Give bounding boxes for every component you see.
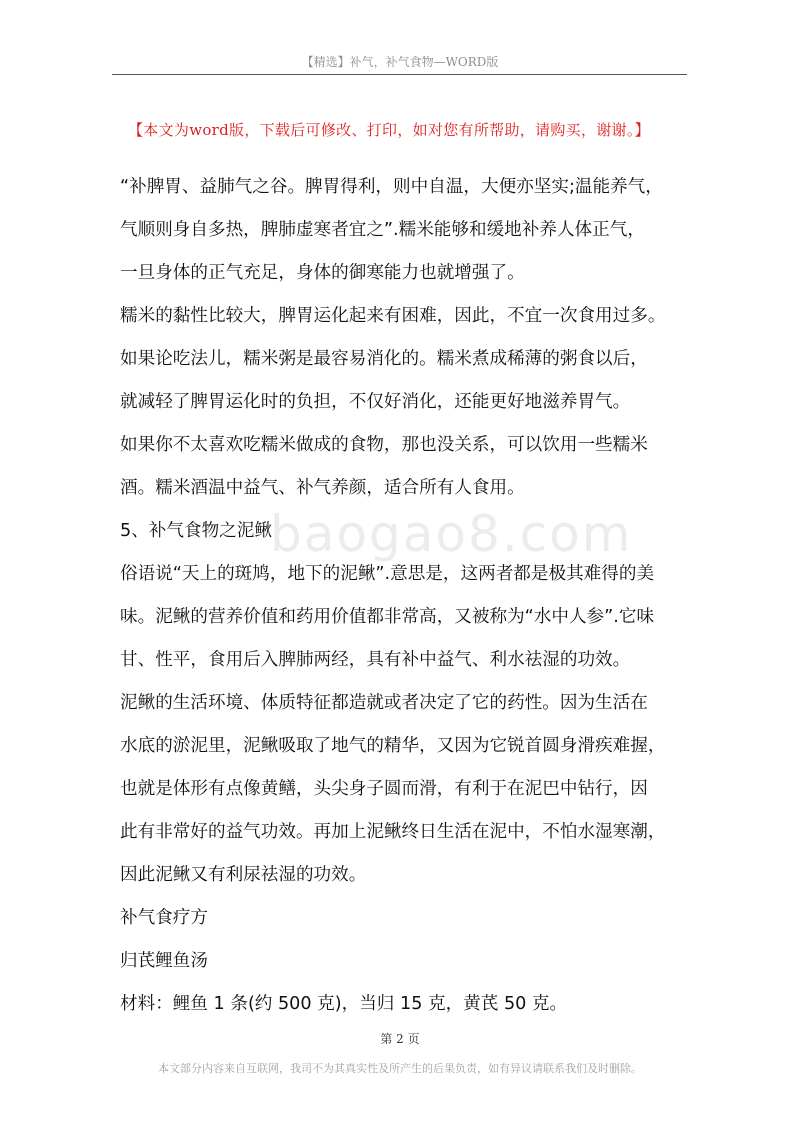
body-line: 甘、性平，食用后入脾肺两经，具有补中益气、利水祛湿的功效。 bbox=[120, 650, 631, 670]
body-line: 一旦身体的正气充足，身体的御寒能力也就增强了。 bbox=[120, 263, 525, 283]
header-divider bbox=[112, 74, 687, 75]
body-line: 如果论吃法儿，糯米粥是最容易消化的。糯米煮成稀薄的粥食以后， bbox=[120, 349, 648, 369]
watermark: baogao8.com bbox=[270, 505, 633, 563]
body-line: 酒。糯米酒温中益气、补气养颜，适合所有人食用。 bbox=[120, 478, 525, 498]
body-line: 糯米的黏性比较大，脾胃运化起来有困难，因此，不宜一次食用过多。 bbox=[120, 306, 666, 326]
page-header-title: 【精选】补气，补气食物—WORD版 bbox=[301, 55, 499, 69]
body-line: 如果你不太喜欢吃糯米做成的食物，那也没关系，可以饮用一些糯米 bbox=[120, 435, 648, 455]
body-line: 此有非常好的益气功效。再加上泥鳅终日生活在泥中，不怕水湿寒潮， bbox=[120, 822, 666, 842]
page-number: 第 2 页 bbox=[380, 1032, 420, 1046]
body-line: 味。泥鳅的营养价值和药用价值都非常高，又被称为“水中人参”.它味 bbox=[120, 607, 655, 627]
download-notice: 【本文为word版，下载后可修改、打印，如对您有所帮助，请购买，谢谢。】 bbox=[128, 121, 650, 139]
body-line: 水底的淤泥里，泥鳅吸取了地气的精华，又因为它锐首圆身滑疾难握， bbox=[120, 736, 666, 756]
recipe-title: 归芪鲤鱼汤 bbox=[120, 951, 208, 971]
body-line: 气顺则身自多热，脾肺虚寒者宜之”.糯米能够和缓地补养人体正气， bbox=[120, 220, 645, 240]
section-heading: 补气食疗方 bbox=[120, 908, 208, 928]
recipe-ingredients: 材料：鲤鱼 1 条(约 500 克)，当归 15 克，黄芪 50 克。 bbox=[120, 994, 568, 1014]
body-line: “补脾胃、益肺气之谷。脾胃得利，则中自温，大便亦坚实;温能养气， bbox=[120, 177, 663, 197]
body-line: 因此泥鳅又有利尿祛湿的功效。 bbox=[120, 865, 367, 885]
body-line: 就减轻了脾胃运化时的负担，不仅好消化，还能更好地滋养胃气。 bbox=[120, 392, 631, 412]
section-heading: 5、补气食物之泥鳅 bbox=[120, 521, 272, 541]
footer-disclaimer: 本文部分内容来自互联网，我司不为其真实性及所产生的后果负责，如有异议请联系我们及时删除。 bbox=[158, 1062, 642, 1075]
body-line: 也就是体形有点像黄鳝，头尖身子圆而滑，有利于在泥巴中钻行，因 bbox=[120, 779, 648, 799]
document-body bbox=[120, 166, 692, 1026]
body-line: 俗语说“天上的斑鸠，地下的泥鳅”.意思是，这两者都是极其难得的美 bbox=[120, 564, 655, 584]
body-line: 泥鳅的生活环境、体质特征都造就或者决定了它的药性。因为生活在 bbox=[120, 693, 648, 713]
